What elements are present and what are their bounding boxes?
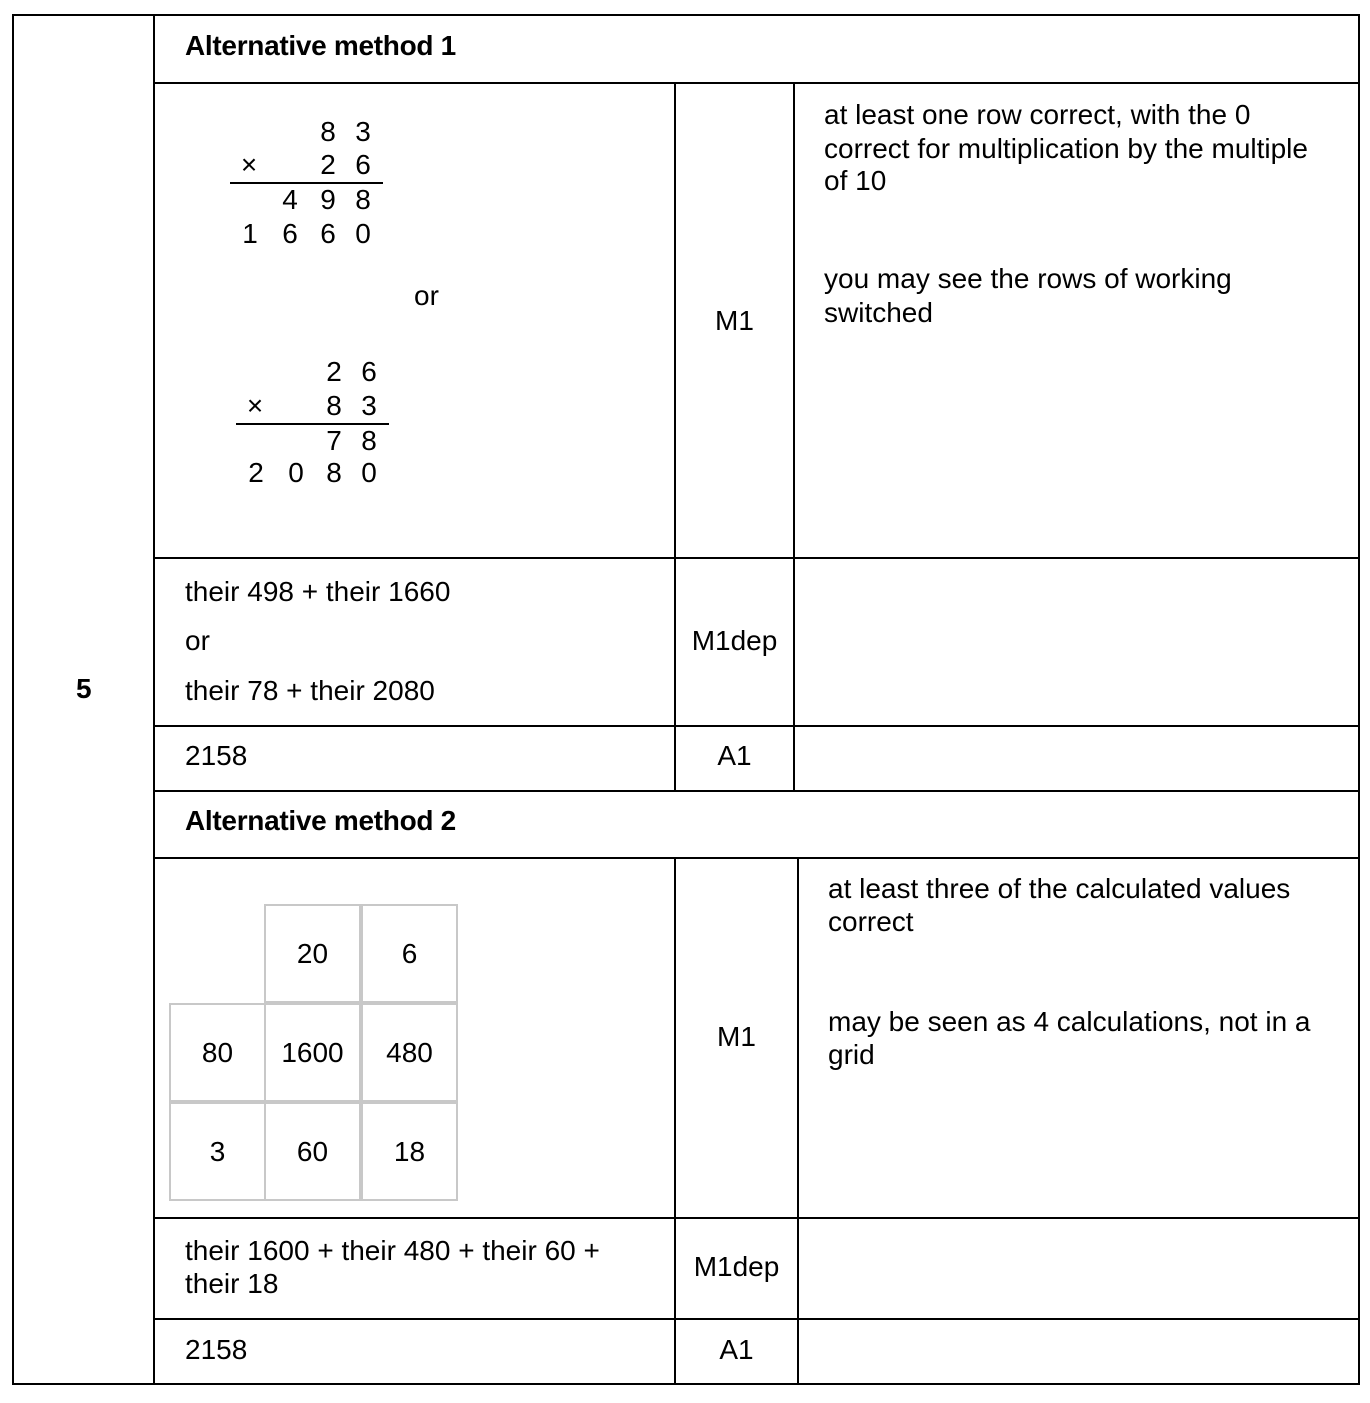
row-divider: [153, 1318, 1360, 1320]
comment-line: of 10: [824, 165, 887, 196]
comment-column-divider: [797, 857, 799, 1385]
answer-text: 2158: [185, 1334, 248, 1365]
question-column-divider: [153, 14, 155, 1385]
mark-label: A1: [719, 1334, 754, 1365]
digit: 6: [320, 218, 336, 249]
comment-line: may be seen as 4 calculations, not in a: [828, 1006, 1311, 1037]
comment-line: switched: [824, 297, 933, 328]
digit: 8: [326, 390, 342, 421]
mark-label: M1: [717, 1021, 756, 1052]
digit: 3: [361, 390, 377, 421]
digit: 6: [282, 218, 298, 249]
digit: 8: [355, 184, 371, 215]
digit: 8: [326, 457, 342, 488]
comment-line: at least three of the calculated values: [828, 873, 1291, 904]
comment-column-divider: [793, 82, 795, 792]
digit: 0: [361, 457, 377, 488]
row-divider: [153, 790, 1360, 792]
row-divider: [153, 857, 1360, 859]
digit: 9: [320, 184, 336, 215]
digit: 0: [355, 218, 371, 249]
digit: 2: [326, 356, 342, 387]
digit: 7: [326, 425, 342, 456]
table-bottom-border: [12, 1383, 1360, 1385]
digit: 1: [242, 218, 258, 249]
comment-line: you may see the rows of working: [824, 263, 1232, 294]
grid-cell: 60: [264, 1102, 361, 1201]
grid-cell: 1600: [264, 1003, 361, 1102]
working-text: their 498 + their 1660: [185, 576, 451, 607]
grid-method: [169, 904, 461, 1202]
digit: 8: [320, 116, 336, 147]
mark-column-divider: [674, 857, 676, 1385]
comment-line: grid: [828, 1039, 875, 1070]
digit: 2: [248, 457, 264, 488]
working-text: their 18: [185, 1268, 279, 1299]
grid-row-header: 3: [169, 1102, 266, 1201]
grid-col-header: 20: [264, 904, 361, 1003]
digit: 6: [361, 356, 377, 387]
times-sign: ×: [246, 390, 264, 421]
mark-label: M1dep: [691, 625, 778, 656]
comment-line: correct: [828, 906, 914, 937]
mark-column-divider: [674, 82, 676, 792]
working-text: their 1600 + their 480 + their 60 +: [185, 1235, 600, 1266]
digit: 4: [282, 184, 298, 215]
digit: 0: [288, 457, 304, 488]
digit: 2: [320, 149, 336, 180]
question-number: 5: [76, 673, 92, 704]
working-text: or: [185, 625, 210, 656]
row-divider: [153, 82, 1360, 84]
row-divider: [153, 725, 1360, 727]
digit: 3: [355, 116, 371, 147]
comment-line: at least one row correct, with the 0: [824, 99, 1251, 130]
mark-label: A1: [717, 740, 752, 771]
grid-row-header: 80: [169, 1003, 266, 1102]
digit: 8: [361, 425, 377, 456]
row-divider: [153, 1217, 1360, 1219]
comment-line: correct for multiplication by the multiple: [824, 133, 1308, 164]
method2-heading: Alternative method 2: [185, 805, 456, 836]
grid-cell: 18: [361, 1102, 458, 1201]
table-right-border: [1358, 14, 1360, 1385]
times-sign: ×: [240, 149, 258, 180]
answer-text: 2158: [185, 740, 248, 771]
grid-col-header: 6: [361, 904, 458, 1003]
method1-heading: Alternative method 1: [185, 30, 456, 61]
digit: 6: [355, 149, 371, 180]
mark-label: M1dep: [693, 1251, 780, 1282]
row-divider: [153, 557, 1360, 559]
table-left-border: [12, 14, 14, 1385]
table-top-border: [12, 14, 1360, 16]
working-text: their 78 + their 2080: [185, 675, 435, 706]
mark-label: M1: [715, 305, 754, 336]
grid-cell: 480: [361, 1003, 458, 1102]
or-label: or: [414, 280, 439, 311]
